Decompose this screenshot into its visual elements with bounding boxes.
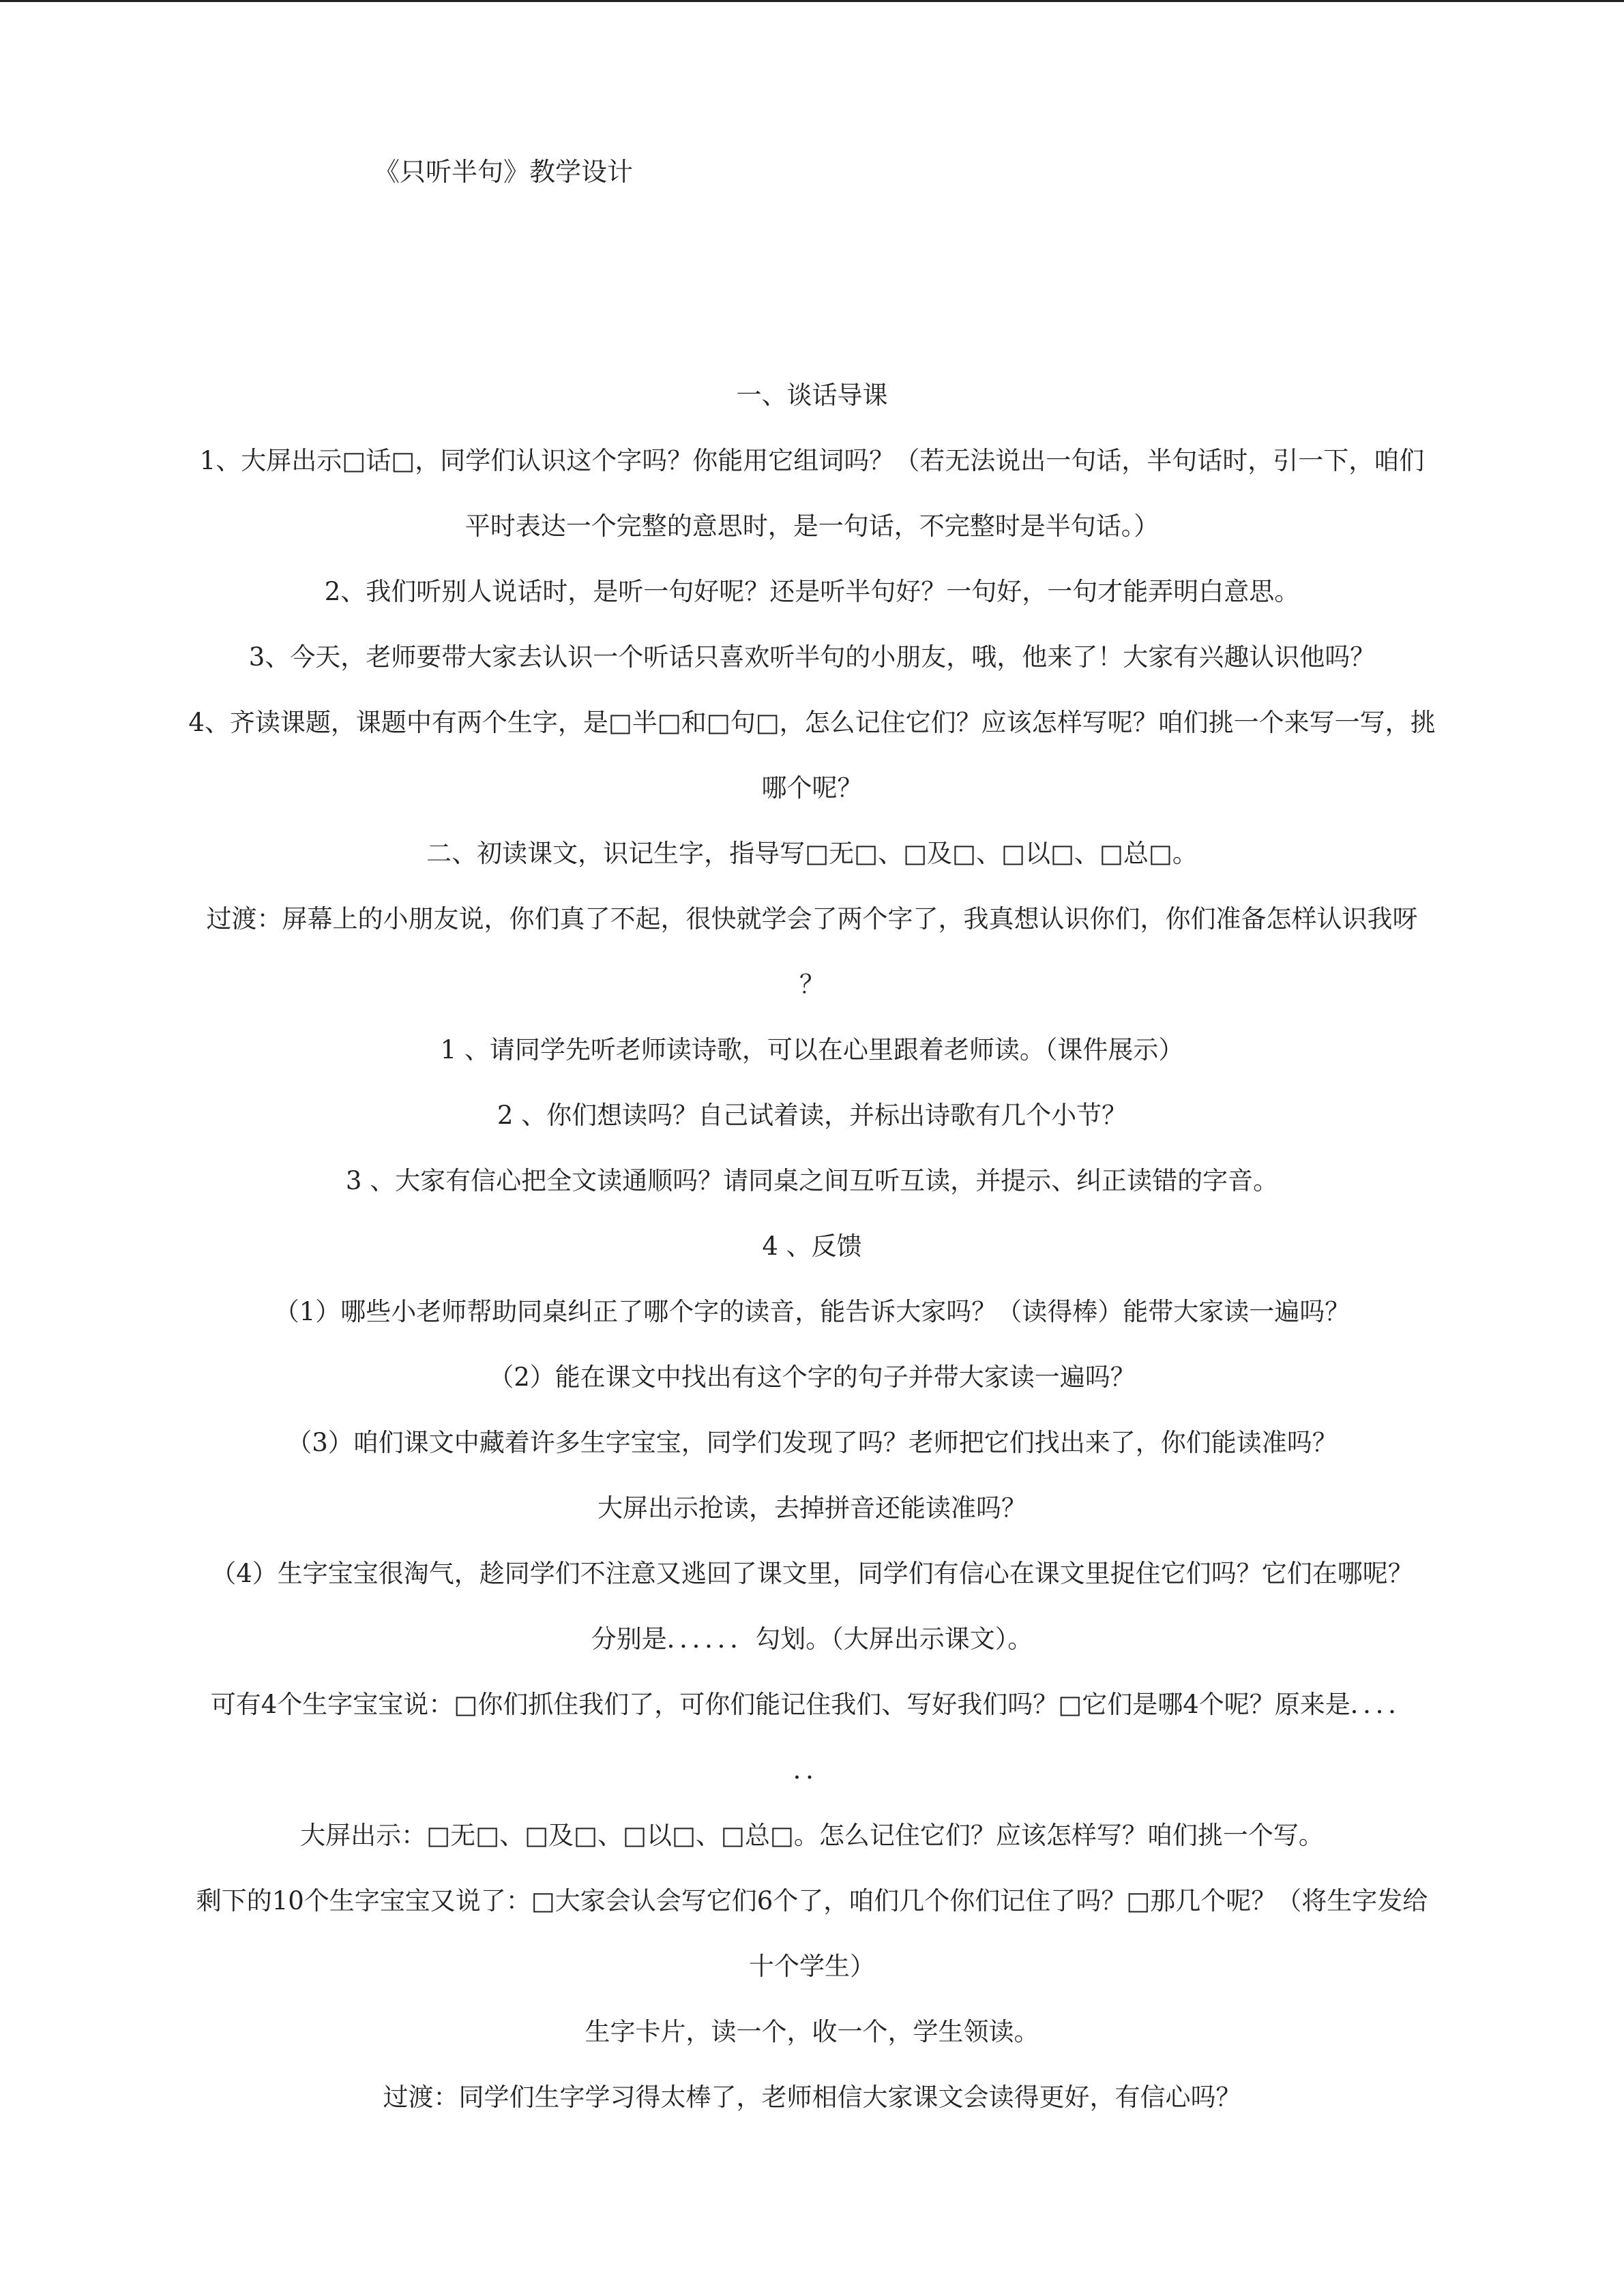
paragraph-line: 生字卡片，读一个，收一个，学生领读。 [585,2017,1039,2046]
paragraph-line: 大屏出示抢读，去掉拼音还能读准吗？ [597,1493,1027,1523]
paragraph-line: 2 、你们想读吗？自己试着读，并标出诗歌有几个小节？ [497,1101,1127,1130]
paragraph-line: 2、我们听别人说话时，是听一句好呢？还是听半句好？一句好，一句才能弄明白意思。 [324,577,1300,606]
paragraph-line: 剩下的10个生字宝宝又说了：□大家会认会写它们6个了，咱们几个你们记住了吗？□那几个呢？（将生字发给 [196,1886,1428,1915]
paragraph-line: 分别是．．．．．．勾划。（大屏出示课文）。 [591,1624,1033,1654]
paragraph-line: 十个学生） [749,1952,875,1981]
paragraph-line: 1 、请同学先听老师读诗歌，可以在心里跟着老师读。（课件展示） [440,1035,1184,1064]
paragraph-line: 大屏出示：□无□、□及□、□以□、□总□。怎么记住它们？应该怎样写？咱们挑一个写。 [300,1821,1324,1850]
paragraph-line: 4、齐读课题，课题中有两个生字，是□半□和□句□，怎么记住它们？应该怎样写呢？咱们挑一个来写一写，挑 [188,708,1436,737]
document-title: 《只听半句》教学设计 [374,157,634,187]
paragraph-line: 3 、大家有信心把全文读通顺吗？请同桌之间互听互读，并提示、纠正读错的字音。 [345,1166,1279,1195]
paragraph-line: 3、今天，老师要带大家去认识一个听话只喜欢听半句的小朋友，哦，他来了！大家有兴趣认识他吗？ [248,642,1376,672]
paragraph-line: 过渡：同学们生字学习得太棒了，老师相信大家课文会读得更好，有信心吗？ [383,2083,1241,2112]
paragraph-line: 平时表达一个完整的意思时，是一句话，不完整时是半句话。） [464,511,1160,541]
top-border [0,0,1624,2]
paragraph-line: （4）生字宝宝很淘气，趁同学们不注意又逃回了课文里，同学们有信心在课文里捉住它们吗？它们在哪呢？ [211,1559,1413,1588]
paragraph-line: ？ [799,970,825,999]
paragraph-line: ．． [793,1755,831,1785]
paragraph-line: 过渡：屏幕上的小朋友说，你们真了不起，很快就学会了两个字了，我真想认识你们，你们准备怎样认识我呀 [206,904,1418,934]
heading-section-1: 一、谈话导课 [736,381,888,410]
heading-section-2: 二、初读课文，识记生字，指导写□无□、□及□、□以□、□总□。 [426,839,1198,868]
paragraph-line: 哪个呢？ [761,773,863,803]
paragraph-line: 1、大屏出示□话□，同学们认识这个字吗？你能用它组词吗？（若无法说出一句话，半句话时，引一下，咱们 [199,446,1425,475]
paragraph-line: （3）咱们课文中藏着许多生字宝宝，同学们发现了吗？老师把它们找出来了，你们能读准吗？ [286,1428,1338,1457]
paragraph-line: 4 、反馈 [762,1232,862,1261]
paragraph-line: 可有4个生字宝宝说：□你们抓住我们了，可你们能记住我们、写好我们吗？□它们是哪4个呢？原来是．．．． [210,1690,1414,1719]
paragraph-line: （2）能在课文中找出有这个字的句子并带大家读一遍吗？ [488,1362,1136,1392]
paragraph-line: （1）哪些小老师帮助同桌纠正了哪个字的读音，能告诉大家吗？（读得棒）能带大家读一遍吗？ [274,1297,1350,1326]
